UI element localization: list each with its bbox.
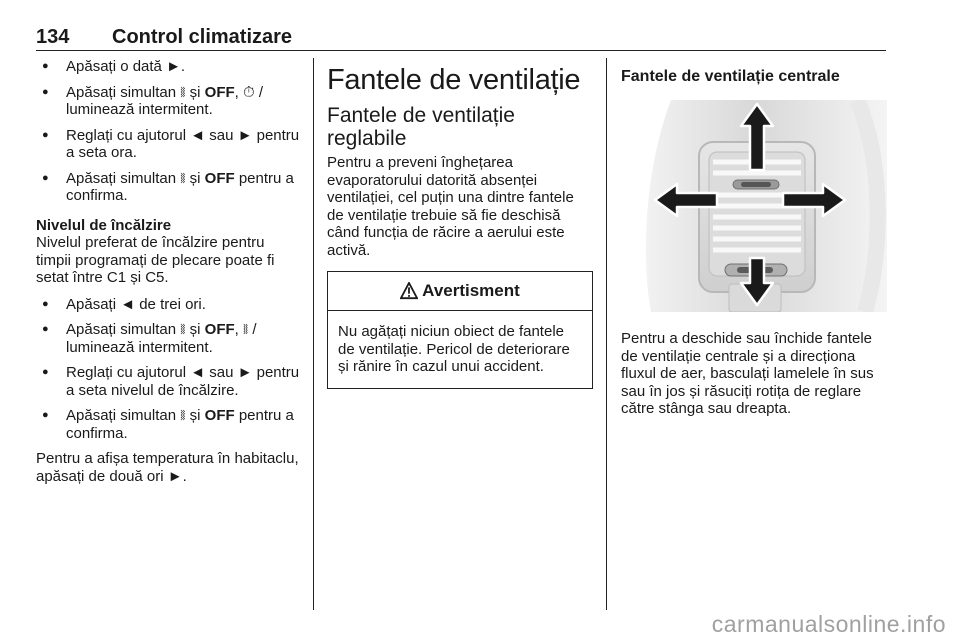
warning-triangle-icon xyxy=(400,282,418,300)
list-item: ● Apăsați simultan ⧚ și OFF pentru a confirma. xyxy=(36,407,300,442)
column-right xyxy=(621,58,889,418)
seat-heat-icon: ⧚ xyxy=(180,169,186,187)
time-setting-steps xyxy=(36,58,300,205)
warning-title: Avertisment xyxy=(422,281,520,301)
warning-header xyxy=(328,272,592,311)
list-item: ● Apăsați simultan ⧚ și OFF pentru a confirma. xyxy=(36,170,300,205)
list-item: ● Apăsați ◄ de trei ori. xyxy=(36,296,300,314)
section-title: Control climatizare xyxy=(112,26,293,48)
list-item: ● Reglați cu ajutorul ◄ sau ► pentru a seta nivelul de încălzire. xyxy=(36,364,300,399)
heating-level-text: Nivelul preferat de încălzire pentru timpii programați de plecare poate fi setat între C1 și C5. xyxy=(36,234,275,286)
seat-heat-icon: ⧚ xyxy=(180,407,186,424)
column-divider-1 xyxy=(313,58,314,610)
vents-intro-text: Pentru a preveni înghețarea evaporatorului datorită absenței ventilației, cel puțin una dintre fantele de ventilație trebuie să fie deschisă când funcția de răcire a aerului este activă. xyxy=(327,154,574,259)
central-vent-illustration xyxy=(621,100,887,312)
closing-text: Pentru a afișa temperatura în habitaclu, apăsați de două ori ►. xyxy=(36,450,299,485)
heating-level-steps xyxy=(36,296,300,443)
list-item: ● Apăsați o dată ►. xyxy=(36,58,300,76)
seat-heat-icon: ⧚ xyxy=(180,321,186,338)
seat-heat-icon: ⧚ xyxy=(180,83,186,101)
column-divider-2 xyxy=(606,58,607,610)
list-item: ● Apăsați simultan ⧚ și OFF, ⧚ / luminează intermitent. xyxy=(36,321,300,356)
heating-level-heading: Nivelul de încălzire xyxy=(36,216,172,234)
heading-vents: Fantele de ventilație xyxy=(327,64,581,96)
column-middle xyxy=(327,58,593,389)
warning-box xyxy=(327,271,593,389)
central-vents-text: Pentru a deschide sau închide fantele de ventilație centrale și a direcționa fluxul de aer, basculați lamelele în sus sau în jos și răsuciți rotița de reglare către stânga sau dreapta. xyxy=(621,330,874,417)
list-item: ● Reglați cu ajutorul ◄ sau ► pentru a seta ora. xyxy=(36,127,300,162)
page-header xyxy=(36,26,886,51)
watermark: carmanualsonline.info xyxy=(711,611,946,637)
warning-body: Nu agățați niciun obiect de fantele de ventilație. Pericol de deteriorare și rănire în cazul unui accident. xyxy=(338,323,570,375)
list-item: ● Apăsați simultan ⧚ și OFF, ⏱ / luminează intermitent. xyxy=(36,84,300,119)
page-number: 134 xyxy=(36,26,70,48)
heading-adjustable-vents: Fantele de ventilație reglabile xyxy=(327,104,515,150)
column-left xyxy=(36,58,300,485)
heading-central-vents: Fantele de ventilație centrale xyxy=(621,68,840,85)
